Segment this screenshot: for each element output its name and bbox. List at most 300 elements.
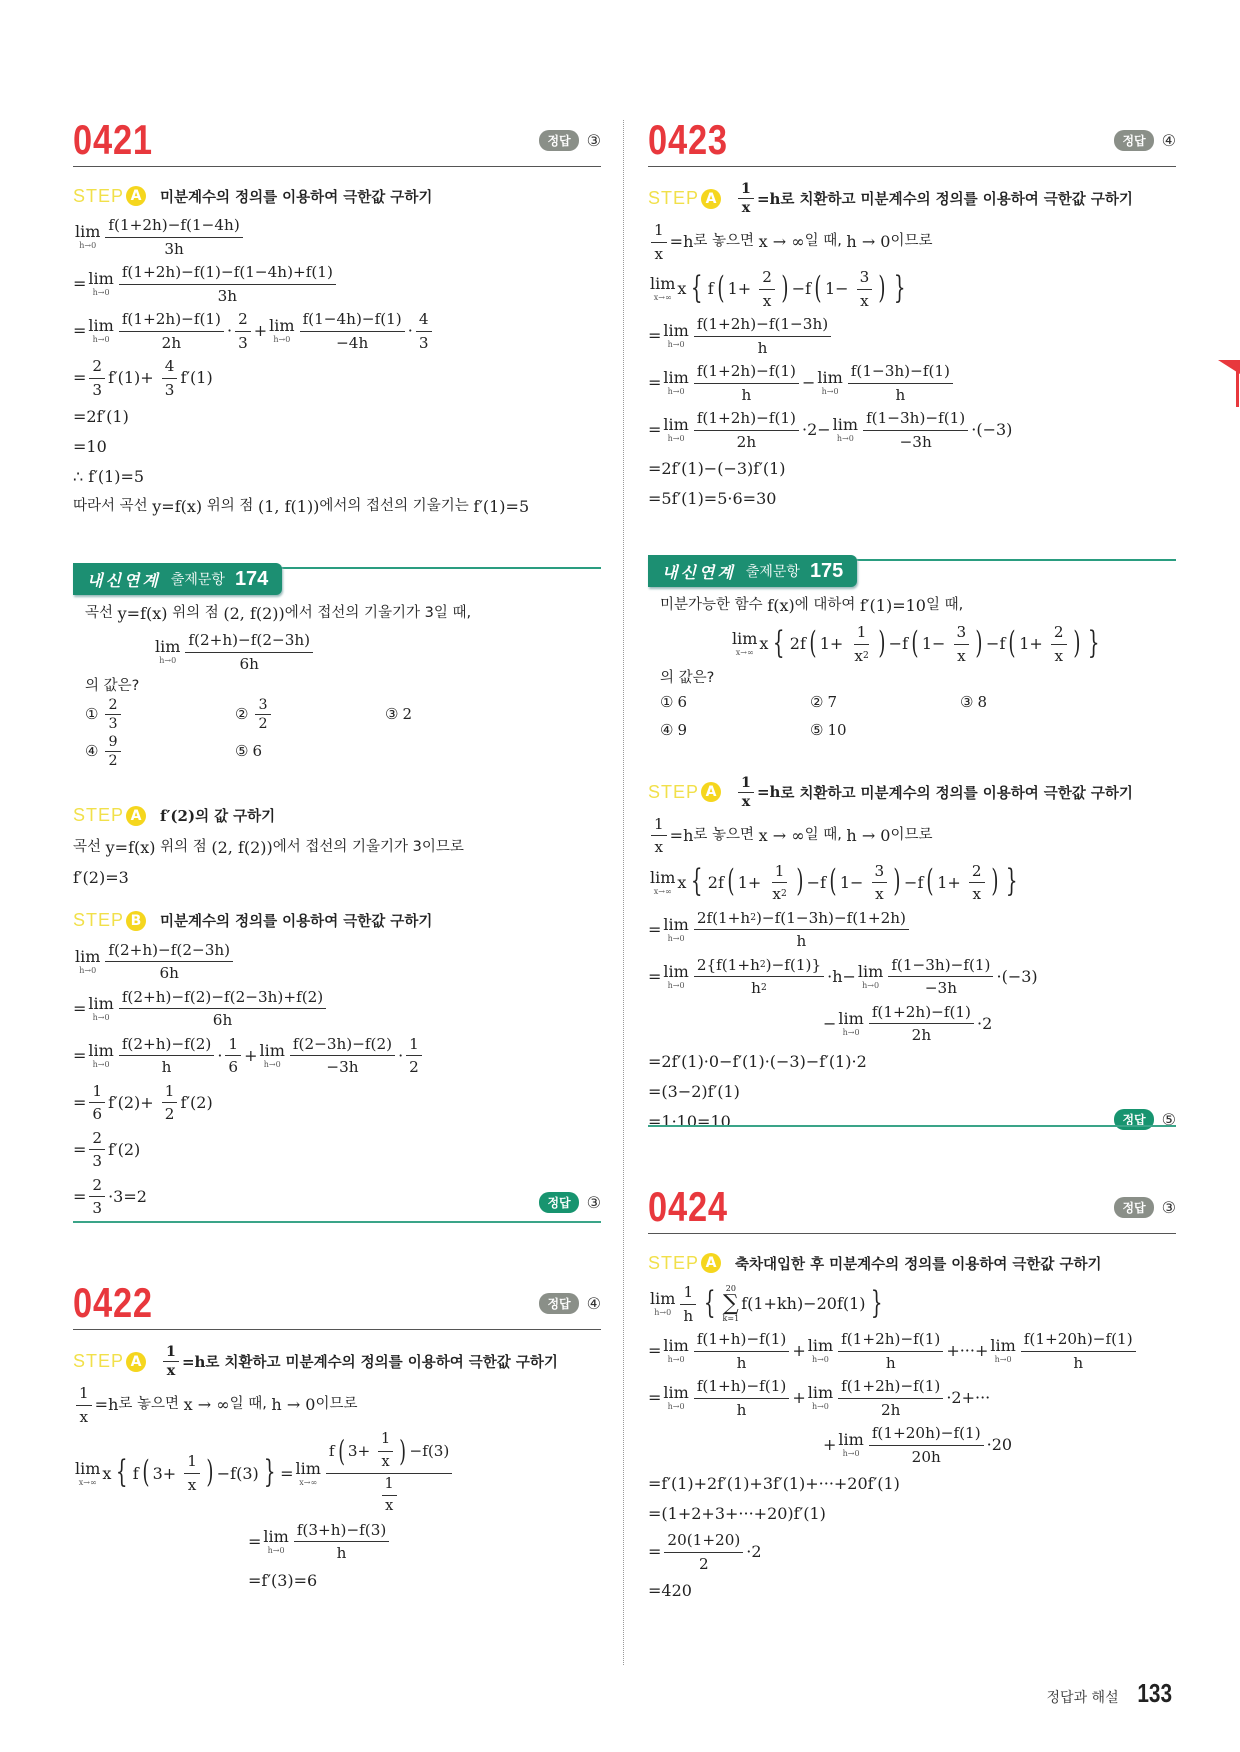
- denominator: [851, 645, 871, 667]
- math-text: 3: [164, 380, 175, 399]
- question-text: [85, 600, 601, 627]
- answer-value: ④: [586, 1294, 601, 1313]
- text: 위의 점: [155, 839, 212, 856]
- limit-word: lim: [663, 1336, 689, 1356]
- limit: [650, 1291, 675, 1317]
- problem-header: [648, 116, 1176, 167]
- denominator: [652, 243, 667, 265]
- limit: [75, 1458, 101, 1487]
- fraction: [300, 309, 405, 353]
- math-text: 1+: [737, 872, 767, 892]
- text: 의 값 구하기: [195, 809, 276, 826]
- numerator: [89, 1175, 105, 1198]
- math-line: [73, 1567, 601, 1594]
- math-text: f(1+kh)−20f(1): [741, 1294, 866, 1314]
- denominator: [406, 1056, 422, 1078]
- math-text: +: [253, 321, 268, 341]
- bracket: (: [142, 1455, 150, 1491]
- math-line: [648, 1376, 1176, 1420]
- math-text: f(1−3h)−f(1): [866, 409, 966, 428]
- math-text: 6h: [239, 654, 259, 673]
- math-text: 10: [827, 720, 847, 739]
- math-text: 2h: [911, 1026, 932, 1045]
- fraction: [888, 955, 993, 999]
- denominator: [739, 199, 754, 216]
- step-letter-badge: B: [126, 911, 146, 931]
- limit-subscript: x→∞: [78, 1477, 97, 1487]
- math-text: 3: [418, 333, 429, 352]
- numerator: [76, 1383, 92, 1406]
- math-group: [329, 1430, 449, 1472]
- numerator: [105, 940, 233, 963]
- math-text: f′(2)+: [108, 1092, 159, 1112]
- numerator: [119, 987, 326, 1010]
- math-line: [648, 408, 1176, 452]
- math-text: 2: [108, 696, 118, 713]
- math-text: =2f′(1)·0−f′(1)·(−3)−f′(1)·2: [648, 1052, 867, 1072]
- math-text: 2h: [736, 432, 757, 451]
- math-line: [648, 1577, 1176, 1604]
- solution-steps: [73, 801, 601, 1219]
- numerator: [235, 309, 251, 332]
- bracket: ): [399, 1433, 407, 1468]
- choice-option: [85, 734, 235, 769]
- math-text: =(3−2)f′(1): [648, 1082, 740, 1102]
- math-text: =h: [756, 783, 781, 802]
- limit: [259, 1040, 285, 1069]
- math-line: [648, 861, 1176, 905]
- limit-subscript: h→0: [842, 1027, 860, 1037]
- final-answer: [73, 1192, 601, 1213]
- bracket: {: [116, 1455, 128, 1491]
- limit: [817, 370, 842, 396]
- denominator: [739, 793, 754, 810]
- answer-badge: 정답: [1114, 1109, 1153, 1130]
- problem-0421: [73, 116, 601, 523]
- limit: [663, 370, 688, 396]
- limit-subscript: h→0: [92, 288, 110, 298]
- limit-word: lim: [663, 368, 689, 388]
- math-group: [379, 1475, 400, 1517]
- math-line: [73, 1430, 601, 1517]
- banner-number: 174: [234, 567, 269, 590]
- numerator: [694, 955, 824, 978]
- limit-word: lim: [155, 637, 181, 657]
- bracket: (: [717, 270, 725, 306]
- left-column: [73, 0, 601, 1752]
- math-text: 1: [409, 1034, 419, 1053]
- math-line: [648, 1079, 1176, 1106]
- text: 로 놓으면: [693, 233, 759, 250]
- bracket: (: [1008, 625, 1016, 661]
- math-text: ·: [226, 321, 233, 341]
- math-text: 3: [258, 696, 268, 713]
- math-group: [854, 646, 868, 667]
- math-text: (2, f(2)): [211, 838, 273, 858]
- denominator: [1070, 1352, 1086, 1374]
- denominator: [734, 1399, 750, 1421]
- numerator: [838, 1376, 943, 1399]
- math-text: f′(1)=10: [859, 595, 926, 615]
- numerator: [105, 697, 120, 715]
- answer-badge: 정답: [1114, 1197, 1153, 1218]
- math-text: +: [792, 1388, 806, 1408]
- fraction: [119, 262, 336, 306]
- math-text: 2: [699, 1554, 709, 1573]
- fraction: [163, 1344, 179, 1379]
- math-line: [73, 1520, 601, 1564]
- step-heading: [73, 1344, 601, 1379]
- math-text: x: [654, 244, 664, 263]
- math-group: [772, 884, 786, 905]
- step-title: [160, 805, 275, 826]
- numerator: [738, 181, 754, 199]
- step-heading: [73, 801, 601, 831]
- math-text: 3+: [347, 1441, 376, 1460]
- math-text: h → 0: [271, 1395, 316, 1415]
- math-text: −f: [806, 872, 826, 892]
- problem-header: [648, 1183, 1176, 1234]
- math-line: [648, 1282, 1176, 1326]
- limit-word: lim: [663, 1383, 689, 1403]
- math-text: =10: [73, 436, 107, 456]
- math-group: [697, 908, 906, 929]
- math-text: x: [385, 1498, 394, 1515]
- math-line: [648, 1049, 1176, 1076]
- answer-indicator: [539, 1293, 601, 1314]
- problem-174: [73, 563, 601, 1218]
- limit: [663, 914, 689, 943]
- math-text: =: [648, 1341, 662, 1361]
- fraction: [759, 267, 775, 311]
- math-text: =: [73, 1092, 87, 1112]
- math-text: 2f(1+h: [696, 908, 751, 927]
- math-text: ·2: [746, 1542, 762, 1562]
- footer-label: 정답과 해설: [1046, 1690, 1119, 1706]
- choice-option: [660, 689, 810, 715]
- denominator: [159, 332, 184, 354]
- step-label: STEP: [73, 1351, 125, 1371]
- math-text: ·2+···: [946, 1388, 991, 1408]
- math-text: =: [648, 1542, 662, 1562]
- choices: [648, 689, 1176, 743]
- math-line: [73, 1383, 601, 1427]
- limit-subscript: x→∞: [299, 1477, 318, 1487]
- bracket: {: [704, 1285, 716, 1321]
- fraction: [664, 1530, 743, 1574]
- math-text: =: [73, 274, 87, 294]
- denominator: [162, 1103, 178, 1125]
- fraction: [851, 622, 871, 666]
- numerator: [854, 622, 870, 645]
- math-text: f(2+h)−f(2)−f(2−3h)+f(2): [121, 987, 324, 1006]
- math-text: =: [73, 321, 87, 341]
- limit-subscript: h→0: [654, 1308, 672, 1318]
- math-text: +: [823, 1435, 837, 1455]
- step-letter-badge: A: [126, 1352, 146, 1372]
- math-text: h: [161, 1058, 172, 1077]
- fraction: [406, 1034, 422, 1078]
- math-text: x: [677, 872, 687, 892]
- math-text: =h: [669, 825, 694, 845]
- step-label: STEP: [648, 781, 700, 802]
- math-text: +: [244, 1045, 258, 1065]
- numerator: [694, 408, 799, 431]
- fraction: [290, 1034, 395, 1078]
- answer-value: ④: [1161, 131, 1176, 150]
- math-text: =: [648, 420, 662, 440]
- section-rule: [73, 1221, 601, 1223]
- limit-word: lim: [663, 961, 689, 981]
- banner-rule: [848, 559, 1176, 561]
- numerator: [869, 1423, 984, 1446]
- math-text: =: [73, 1045, 87, 1065]
- problem-number: 0424: [648, 1183, 728, 1230]
- math-text: f′(2): [180, 1092, 213, 1112]
- denominator: [162, 379, 178, 401]
- numerator: [119, 1034, 215, 1057]
- math-text: 3h: [217, 286, 238, 305]
- math-text: 20h: [911, 1447, 941, 1466]
- math-text: −: [801, 373, 816, 393]
- question-expression: [660, 622, 1176, 666]
- fraction: [89, 1081, 105, 1125]
- math-text: 3h: [164, 239, 184, 258]
- denominator: [235, 332, 251, 354]
- denominator: [89, 1150, 105, 1172]
- exam-banner: [73, 563, 601, 597]
- fraction: [378, 1430, 393, 1472]
- text: 이므로: [315, 1396, 358, 1413]
- text: 에서 접선의 기울기가 3이므로: [272, 839, 464, 856]
- math-group: [697, 955, 821, 976]
- limit-word: lim: [295, 1458, 321, 1478]
- math-text: 2: [164, 1105, 175, 1124]
- math-text: h: [796, 932, 807, 951]
- question-text: [660, 592, 1176, 619]
- denominator: [164, 1362, 179, 1379]
- choice-number: ③: [960, 692, 974, 711]
- bracket: ): [893, 864, 901, 900]
- fraction: [857, 267, 873, 311]
- math-text: f(1+2h)−f(1): [696, 409, 796, 428]
- limit-word: lim: [990, 1336, 1016, 1356]
- answer-value: ⑤: [1161, 1109, 1176, 1129]
- banner-text: 출제문항: [170, 572, 225, 588]
- math-line: [73, 463, 601, 490]
- math-line: [73, 1128, 601, 1172]
- math-text: 4: [164, 357, 175, 376]
- bracket: ): [878, 270, 886, 306]
- math-text: f′(1): [180, 368, 213, 388]
- step-lines: [73, 215, 601, 520]
- math-text: x: [759, 634, 769, 654]
- step-heading: [73, 181, 601, 211]
- math-text: =420: [648, 1580, 692, 1600]
- math-text: =2f′(1): [73, 406, 129, 426]
- choice-option: [85, 697, 235, 732]
- math-text: 1+: [819, 634, 849, 654]
- limit: [663, 961, 689, 990]
- math-text: 1: [774, 861, 785, 880]
- text: 일 때,: [229, 1396, 272, 1413]
- fraction: [382, 1475, 397, 1517]
- limit-word: lim: [838, 1008, 864, 1028]
- denominator: [857, 290, 872, 312]
- limit-subscript: h→0: [821, 387, 839, 397]
- answer-indicator: [1114, 1197, 1176, 1218]
- limit-subscript: x→∞: [653, 886, 672, 896]
- denominator: [379, 1452, 393, 1472]
- math-line: [648, 455, 1176, 482]
- bracket: (: [926, 864, 934, 900]
- denominator: [734, 1352, 750, 1374]
- math-text: f(1+20h)−f(1): [1023, 1330, 1133, 1349]
- math-text: 1: [683, 1283, 694, 1301]
- math-text: ·2−: [801, 420, 831, 440]
- math-text: ·3=2: [108, 1186, 147, 1206]
- bracket: ): [781, 270, 789, 306]
- math-text: 1−: [839, 872, 869, 892]
- math-text: =: [648, 919, 662, 939]
- denominator: [416, 332, 432, 354]
- math-text: =: [280, 1463, 294, 1483]
- fraction: [89, 1175, 105, 1219]
- math-text: 2: [971, 861, 982, 880]
- denominator: [215, 285, 240, 307]
- math-text: 2f: [707, 872, 724, 892]
- math-text: 9: [108, 733, 118, 750]
- denominator: [225, 1056, 241, 1078]
- limit: [88, 271, 113, 297]
- fraction: [294, 1520, 390, 1564]
- limit: [663, 417, 688, 443]
- denominator: [105, 715, 120, 732]
- fraction: [162, 356, 178, 400]
- math-text: 8: [977, 692, 987, 711]
- numerator: [326, 1430, 452, 1474]
- choice-number: ⑤: [235, 742, 249, 761]
- choice-number: ②: [810, 692, 824, 711]
- math-text: =f′(3)=6: [248, 1570, 318, 1590]
- math-text: f: [328, 1441, 335, 1460]
- math-text: h: [757, 338, 768, 357]
- denominator: [897, 431, 935, 453]
- math-text: x: [741, 200, 751, 216]
- text: 에서 접선의 기울기가 3일 때,: [284, 604, 472, 621]
- denominator: [755, 337, 771, 359]
- fraction: [738, 775, 754, 810]
- math-text: −f: [888, 634, 908, 654]
- math-text: h: [741, 385, 752, 404]
- numerator: [848, 361, 953, 384]
- math-text: h: [736, 1400, 747, 1419]
- step-heading: [648, 181, 1176, 216]
- denominator: [334, 1542, 350, 1564]
- step-lines: [648, 1282, 1176, 1604]
- limit: [663, 1385, 688, 1411]
- numerator: [651, 814, 667, 837]
- math-line: [73, 987, 601, 1031]
- math-text: 2: [238, 310, 248, 329]
- limit-subscript: h→0: [667, 340, 685, 350]
- superscript: 2: [750, 912, 756, 923]
- math-text: =2f′(1)−(−3)f′(1): [648, 458, 786, 478]
- numerator: [290, 1034, 395, 1057]
- math-text: 1−: [921, 634, 951, 654]
- limit: [663, 323, 688, 349]
- math-line: [648, 1423, 1176, 1467]
- bracket: {: [691, 270, 703, 306]
- limit: [88, 993, 114, 1022]
- math-line: [73, 493, 601, 520]
- math-text: x → ∞: [758, 232, 805, 252]
- limit-subscript: h→0: [267, 1545, 285, 1555]
- bracket: (: [727, 864, 735, 900]
- math-text: x: [187, 1476, 197, 1494]
- math-text: ·: [217, 1045, 223, 1065]
- banner-rule: [273, 567, 601, 569]
- numerator: [294, 1520, 390, 1543]
- denominator: [161, 238, 186, 260]
- limit: [155, 639, 180, 665]
- numerator: [416, 309, 432, 332]
- numerator: [664, 1530, 743, 1553]
- fraction: [869, 1002, 974, 1046]
- math-text: x: [762, 291, 772, 310]
- fraction: [738, 181, 754, 216]
- denominator: [77, 1406, 92, 1428]
- bracket: (: [814, 270, 822, 306]
- denominator: [255, 715, 270, 732]
- denominator: [922, 977, 960, 999]
- limit: [663, 1338, 688, 1364]
- math-text: x → ∞: [758, 825, 805, 845]
- math-text: =: [248, 1532, 262, 1552]
- denominator: [739, 384, 755, 406]
- math-text: 2: [92, 1128, 103, 1147]
- exam-banner: [648, 555, 1176, 589]
- step-title: [160, 1344, 558, 1379]
- limit-word: lim: [88, 269, 114, 289]
- bracket: (: [911, 625, 919, 661]
- math-text: x: [957, 646, 966, 665]
- step-letter-badge: A: [701, 1253, 721, 1273]
- fraction: [694, 408, 799, 452]
- bracket: ): [206, 1455, 214, 1491]
- math-line: [73, 403, 601, 430]
- limit: [833, 417, 858, 443]
- math-text: 1: [384, 1476, 394, 1492]
- fraction: [651, 814, 667, 858]
- math-text: =f′(1)+2f′(1)+3f′(1)+···+20f′(1): [648, 1473, 900, 1493]
- numerator: [1051, 622, 1067, 645]
- limit-word: lim: [663, 914, 689, 934]
- numerator: [184, 1451, 200, 1474]
- denominator: [794, 930, 810, 952]
- banner-series: 내신연계: [87, 570, 161, 590]
- fraction: [89, 356, 105, 400]
- bracket: }: [263, 1455, 276, 1491]
- numerator: [185, 630, 313, 653]
- math-text: 7: [827, 692, 837, 711]
- section-rule: [648, 1125, 1176, 1127]
- math-text: x: [654, 838, 664, 857]
- numerator: [759, 267, 775, 290]
- math-text: 6: [677, 692, 687, 711]
- bracket: }: [894, 270, 906, 306]
- fraction: [694, 314, 831, 358]
